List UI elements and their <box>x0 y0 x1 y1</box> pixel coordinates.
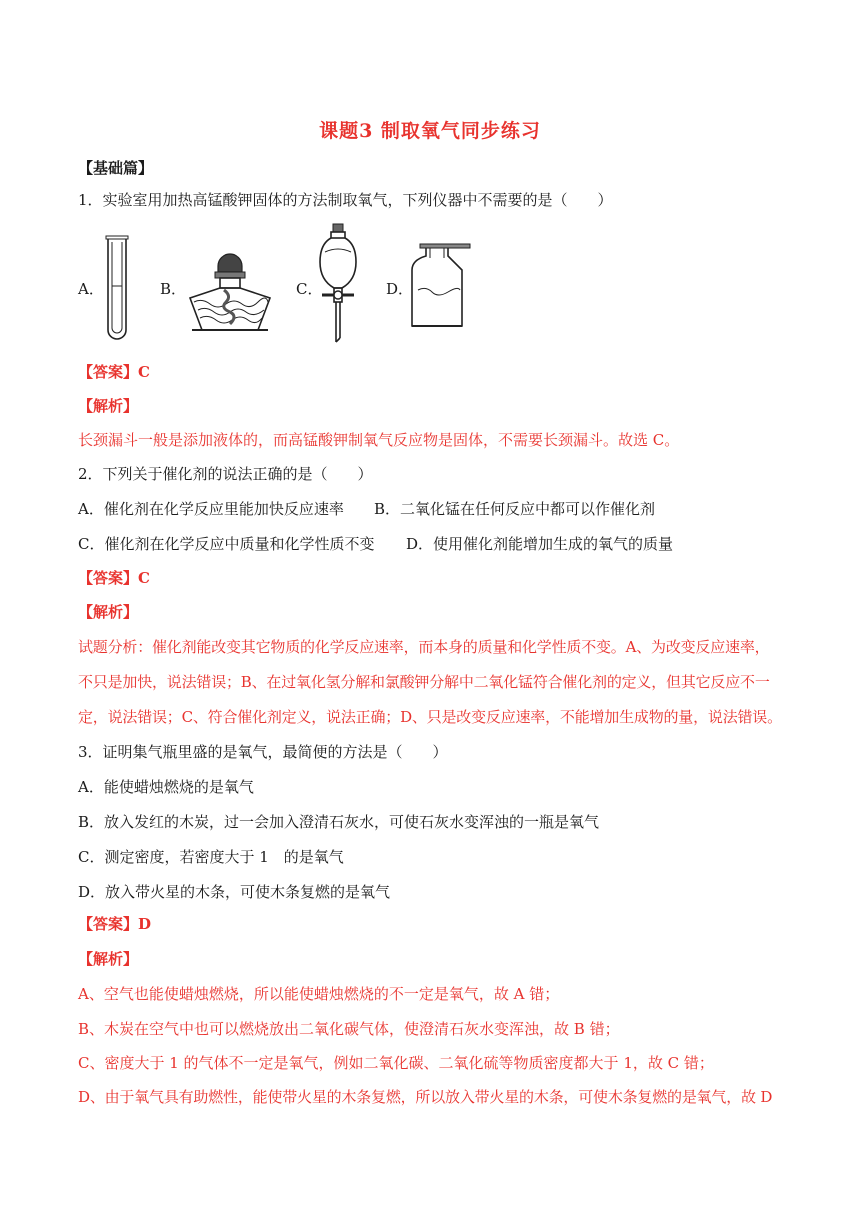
question-2-analysis-tag: 【解析】 <box>78 603 139 621</box>
long-neck-funnel-icon <box>316 222 360 346</box>
question-2-option-a: A．催化剂在化学反应里能加快反应速率 <box>78 500 344 518</box>
option-b-label: B． <box>160 280 187 298</box>
question-1-options <box>78 222 498 352</box>
question-3-analysis-line-2: B、木炭在空气中也可以燃烧放出二氧化碳气体，使澄清石灰水变浑浊，故 B 错； <box>78 1020 620 1038</box>
option-c-label: C． <box>296 280 323 298</box>
question-3-option-a: A．能使蜡烛燃烧的是氧气 <box>78 778 254 796</box>
test-tube-icon <box>102 234 132 346</box>
option-a-label: A． <box>78 280 104 298</box>
question-3-option-c: C．测定密度，若密度大于 1 的是氧气 <box>78 848 344 866</box>
alcohol-lamp-icon <box>182 238 278 334</box>
question-3-analysis-tag: 【解析】 <box>78 950 139 968</box>
question-3-analysis-line-1: A、空气也能使蜡烛燃烧，所以能使蜡烛燃烧的不一定是氧气，故 A 错； <box>78 985 560 1003</box>
question-3-option-d: D．放入带火星的木条，可使木条复燃的是氧气 <box>78 883 391 901</box>
question-2-analysis-line-2: 不只是加快，说法错误；B、在过氧化氢分解和氯酸钾分解中二氧化锰符合催化剂的定义，但其它反应不一 <box>78 673 770 691</box>
question-3-analysis-line-3: C、密度大于 1 的气体不一定是氧气，例如二氧化碳、二氧化硫等物质密度都大于 1，故 C 错； <box>78 1054 714 1072</box>
section-heading: 【基础篇】 <box>78 159 154 177</box>
question-1-stem: 1．实验室用加热高锰酸钾固体的方法制取氧气，下列仪器中不需要的是（ ） <box>78 191 613 209</box>
question-3-stem: 3．证明集气瓶里盛的是氧气，最简便的方法是（ ） <box>78 743 448 761</box>
option-d-label: D． <box>386 280 414 298</box>
question-1-answer <box>78 362 790 382</box>
question-2-stem: 2．下列关于催化剂的说法正确的是（ ） <box>78 465 373 483</box>
question-2-option-d: D．使用催化剂能增加生成的氧气的质量 <box>406 535 674 553</box>
question-2-answer: 【答案】C <box>78 569 150 587</box>
question-3-analysis-line-4: D、由于氧气具有助燃性，能使带火星的木条复燃，所以放入带火星的木条，可使木条复燃的是氧气，故 D <box>78 1088 773 1106</box>
question-2-analysis-line-1: 试题分析：催化剂能改变其它物质的化学反应速率，而本身的质量和化学性质不变。A、为改变反应速率， <box>78 638 770 656</box>
question-2-analysis-line-3: 定，说法错误；C、符合催化剂定义，说法正确；D、只是改变反应速率，不能增加生成物的量，说法错误。 <box>78 708 782 726</box>
page-title: 课题3 制取氧气同步练习 <box>319 120 541 142</box>
question-2-option-c: C．催化剂在化学反应中质量和化学性质不变 <box>78 535 375 553</box>
gas-collecting-bottle-icon <box>408 240 472 330</box>
question-1-analysis: 长颈漏斗一般是添加液体的，而高锰酸钾制氧气反应物是固体，不需要长颈漏斗。故选 C。 <box>78 431 680 449</box>
answer-tag: 【答案】 <box>78 363 139 381</box>
question-1-analysis-tag: 【解析】 <box>78 397 139 415</box>
answer-value: C <box>138 363 150 381</box>
question-3-answer: 【答案】D <box>78 915 152 933</box>
question-2-option-b: B．二氧化锰在任何反应中都可以作催化剂 <box>374 500 656 518</box>
question-3-option-b: B．放入发红的木炭，过一会加入澄清石灰水，可使石灰水变浑浊的一瓶是氧气 <box>78 813 600 831</box>
